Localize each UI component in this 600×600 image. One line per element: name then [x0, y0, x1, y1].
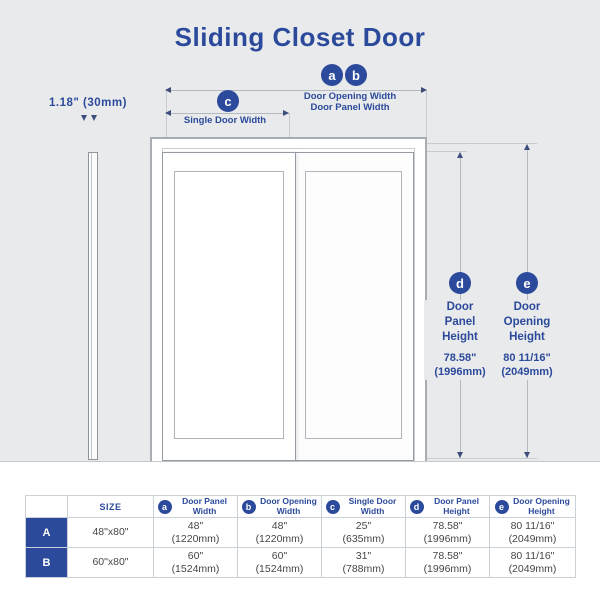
door-panel-height-mm: (1996mm): [434, 366, 486, 378]
extension-line-right: [426, 90, 427, 137]
arrow-up-icon: [457, 152, 463, 158]
circle-d-icon: d: [410, 500, 424, 514]
left-door-panel: [162, 152, 296, 461]
arrow-down-icon: [457, 452, 463, 458]
table-row-a: [26, 518, 576, 548]
size-cell: 48"x80": [68, 518, 154, 548]
value-cell: 60" (1524mm): [238, 548, 322, 578]
circle-b-icon: b: [242, 500, 256, 514]
door-thickness-profile: [88, 152, 98, 460]
col-header-single-door-width: c Single Door Width: [322, 496, 406, 518]
badge-e: e: [516, 272, 538, 294]
label-door-opening-height: [491, 300, 563, 380]
value-cell: 48" (1220mm): [238, 518, 322, 548]
row-key-b: B: [26, 548, 68, 578]
dimension-line-single-door-width: [166, 113, 289, 114]
size-cell: 60"x80": [68, 548, 154, 578]
value-cell: 80 11/16" (2049mm): [490, 548, 576, 578]
door-opening-height-mm: (2049mm): [501, 366, 553, 378]
door-opening-height-value: 80 11/16": [503, 352, 551, 364]
extension-line-bottom: [427, 458, 537, 459]
value-cell: 31" (788mm): [322, 548, 406, 578]
arrow-up-icon: [524, 144, 530, 150]
corner-cell: [26, 496, 68, 518]
col-header-door-panel-height: d Door Panel Height: [406, 496, 490, 518]
size-spec-table: [25, 495, 576, 578]
table-row-b: [26, 548, 576, 578]
col-header-door-panel-width: a Door Panel Width: [154, 496, 238, 518]
right-door-panel-inset: [305, 171, 402, 439]
left-door-panel-inset: [174, 171, 284, 439]
thickness-arrow-right-icon: [91, 115, 97, 121]
circle-a-icon: a: [158, 500, 172, 514]
label-line: Opening: [503, 316, 551, 328]
label-line: Height: [509, 331, 545, 343]
badge-d: d: [449, 272, 471, 294]
thickness-label: 1.18" (30mm): [49, 97, 127, 109]
value-cell: 80 11/16" (2049mm): [490, 518, 576, 548]
right-door-panel: [293, 152, 414, 461]
badge-c: c: [217, 90, 239, 112]
door-thickness-profile-line: [91, 153, 92, 459]
arrow-down-icon: [524, 452, 530, 458]
badge-b: b: [345, 64, 367, 86]
value-cell: 78.58" (1996mm): [406, 518, 490, 548]
value-cell: 48" (1220mm): [154, 518, 238, 548]
label-door-opening-panel-width: [275, 92, 425, 113]
label-line: Door: [513, 301, 541, 313]
circle-e-icon: e: [495, 500, 509, 514]
value-cell: 60" (1524mm): [154, 548, 238, 578]
label-door-opening-width: Door Opening Width: [303, 91, 397, 102]
circle-c-icon: c: [326, 500, 340, 514]
col-header-door-opening-height: e Door Opening Height: [490, 496, 576, 518]
value-cell: 78.58" (1996mm): [406, 548, 490, 578]
label-line: Height: [442, 331, 478, 343]
value-cell: 25" (635mm): [322, 518, 406, 548]
label-door-panel-width: Door Panel Width: [310, 101, 390, 113]
size-column-header: SIZE: [68, 496, 154, 518]
door-panel-height-value: 78.58": [443, 352, 477, 364]
badge-a: a: [321, 64, 343, 86]
row-key-a: A: [26, 518, 68, 548]
label-line: Door: [446, 301, 474, 313]
extension-line-opening-top: [427, 143, 537, 144]
page-title: Sliding Closet Door: [174, 22, 426, 52]
thickness-arrow-left-icon: [81, 115, 87, 121]
arrow-left-icon: [165, 87, 171, 93]
col-header-door-opening-width: b Door Opening Width: [238, 496, 322, 518]
label-door-panel-height: [424, 300, 496, 380]
label-single-door-width: Single Door Width: [183, 115, 267, 126]
table-header-row: [26, 496, 576, 518]
label-line: Panel: [444, 316, 476, 328]
